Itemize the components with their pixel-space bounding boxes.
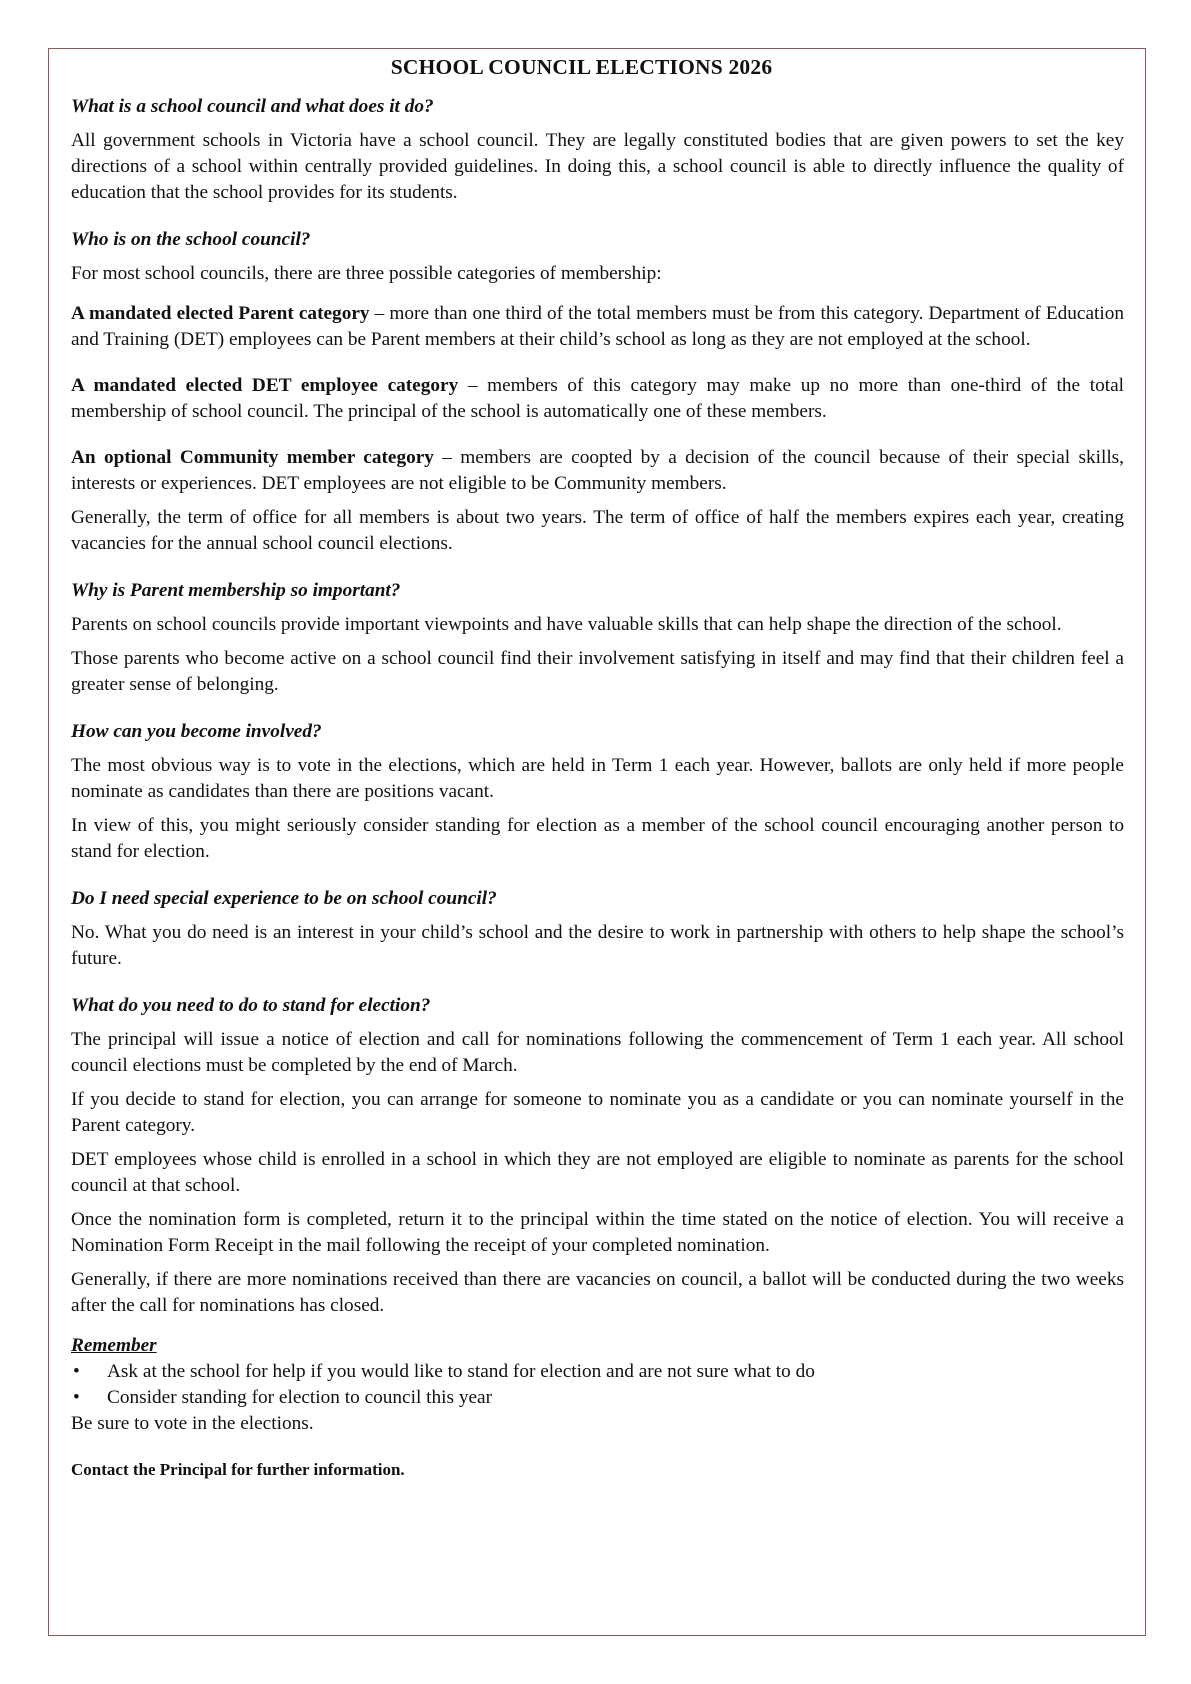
category-text: – more than one third of the total members must be from this category. Department of Education and Training (DET) employees can be Parent members at their child’s school as long as they are not employed at the school. — [71, 303, 1125, 350]
category-community — [71, 445, 1124, 497]
section-heading-why: Why is Parent membership so important? — [71, 580, 401, 601]
category-text: – members of this category may make up no more than one-third of the total membership of school council. The principal of the school is automatically one of these members. — [71, 375, 1124, 422]
paragraph: Those parents who become active on a school council find their involvement satisfying in itself and may find that their children feel a greater sense of belonging. — [71, 648, 1124, 695]
bullet-icon: • — [73, 1387, 80, 1408]
paragraph: Generally, if there are more nominations received than there are vacancies on council, a ballot will be conducted during the two weeks after the call for nominations has closed. — [71, 1269, 1124, 1316]
section-heading-what-is: What is a school council and what does it do? — [71, 96, 434, 117]
category-text: – members are coopted by a decision of the council because of their special skills, interests or experiences. DET employees are not eligible to be Community members. — [71, 447, 1124, 494]
paragraph: Once the nomination form is completed, return it to the principal within the time stated on the notice of election. You will receive a Nomination Form Receipt in the mail following the receipt of your completed nomination. — [71, 1209, 1124, 1256]
paragraph: DET employees whose child is enrolled in a school in which they are not employed are eligible to nominate as parents for the school council at that school. — [71, 1149, 1124, 1196]
paragraph: All government schools in Victoria have a school council. They are legally constituted bodies that are given powers to set the key directions of a school within centrally provided guidelines. In doing this, a school council is able to directly influence the quality of education that the school provides for its students. — [71, 130, 1124, 203]
category-parent — [71, 301, 1124, 353]
paragraph: Parents on school councils provide important viewpoints and have valuable skills that can help shape the direction of the school. — [71, 614, 1062, 635]
paragraph: For most school councils, there are three possible categories of membership: — [71, 263, 662, 284]
section-heading-experience: Do I need special experience to be on school council? — [71, 888, 497, 909]
category-label: A mandated elected DET employee category — [71, 375, 459, 396]
paragraph: The principal will issue a notice of election and call for nominations following the commencement of Term 1 each year. All school council elections must be completed by the end of March. — [71, 1029, 1124, 1076]
remember-list — [71, 1359, 1124, 1411]
paragraph: In view of this, you might seriously consider standing for election as a member of the school council encouraging another person to stand for election. — [71, 815, 1124, 862]
section-heading-how: How can you become involved? — [71, 721, 322, 742]
paragraph: The most obvious way is to vote in the elections, which are held in Term 1 each year. However, ballots are only held if more people nominate as candidates than there are positions vacant. — [71, 755, 1124, 802]
remember-heading: Remember — [71, 1335, 157, 1356]
page-title: SCHOOL COUNCIL ELECTIONS 2026 — [390, 55, 773, 79]
paragraph: Generally, the term of office for all members is about two years. The term of office of half the members expires each year, creating vacancies for the annual school council elections. — [71, 507, 1124, 554]
paragraph: If you decide to stand for election, you can arrange for someone to nominate you as a candidate or you can nominate yourself in the Parent category. — [71, 1089, 1124, 1136]
section-heading-stand: What do you need to do to stand for election? — [71, 995, 431, 1016]
bullet-icon: • — [73, 1361, 80, 1382]
category-label: A mandated elected Parent category — [71, 303, 370, 324]
contact-note: Contact the Principal for further information. — [71, 1460, 405, 1479]
list-item: • Consider standing for election to council this year — [71, 1385, 1124, 1411]
category-label: An optional Community member category — [71, 447, 434, 468]
category-det-employee — [71, 373, 1124, 425]
list-item: • Ask at the school for help if you would like to stand for election and are not sure what to do — [71, 1359, 1124, 1385]
remember-closing: Be sure to vote in the elections. — [71, 1413, 314, 1434]
paragraph: No. What you do need is an interest in your child’s school and the desire to work in partnership with others to help shape the school’s future. — [71, 922, 1124, 969]
document-body — [71, 50, 1124, 1483]
section-heading-who: Who is on the school council? — [71, 229, 311, 250]
